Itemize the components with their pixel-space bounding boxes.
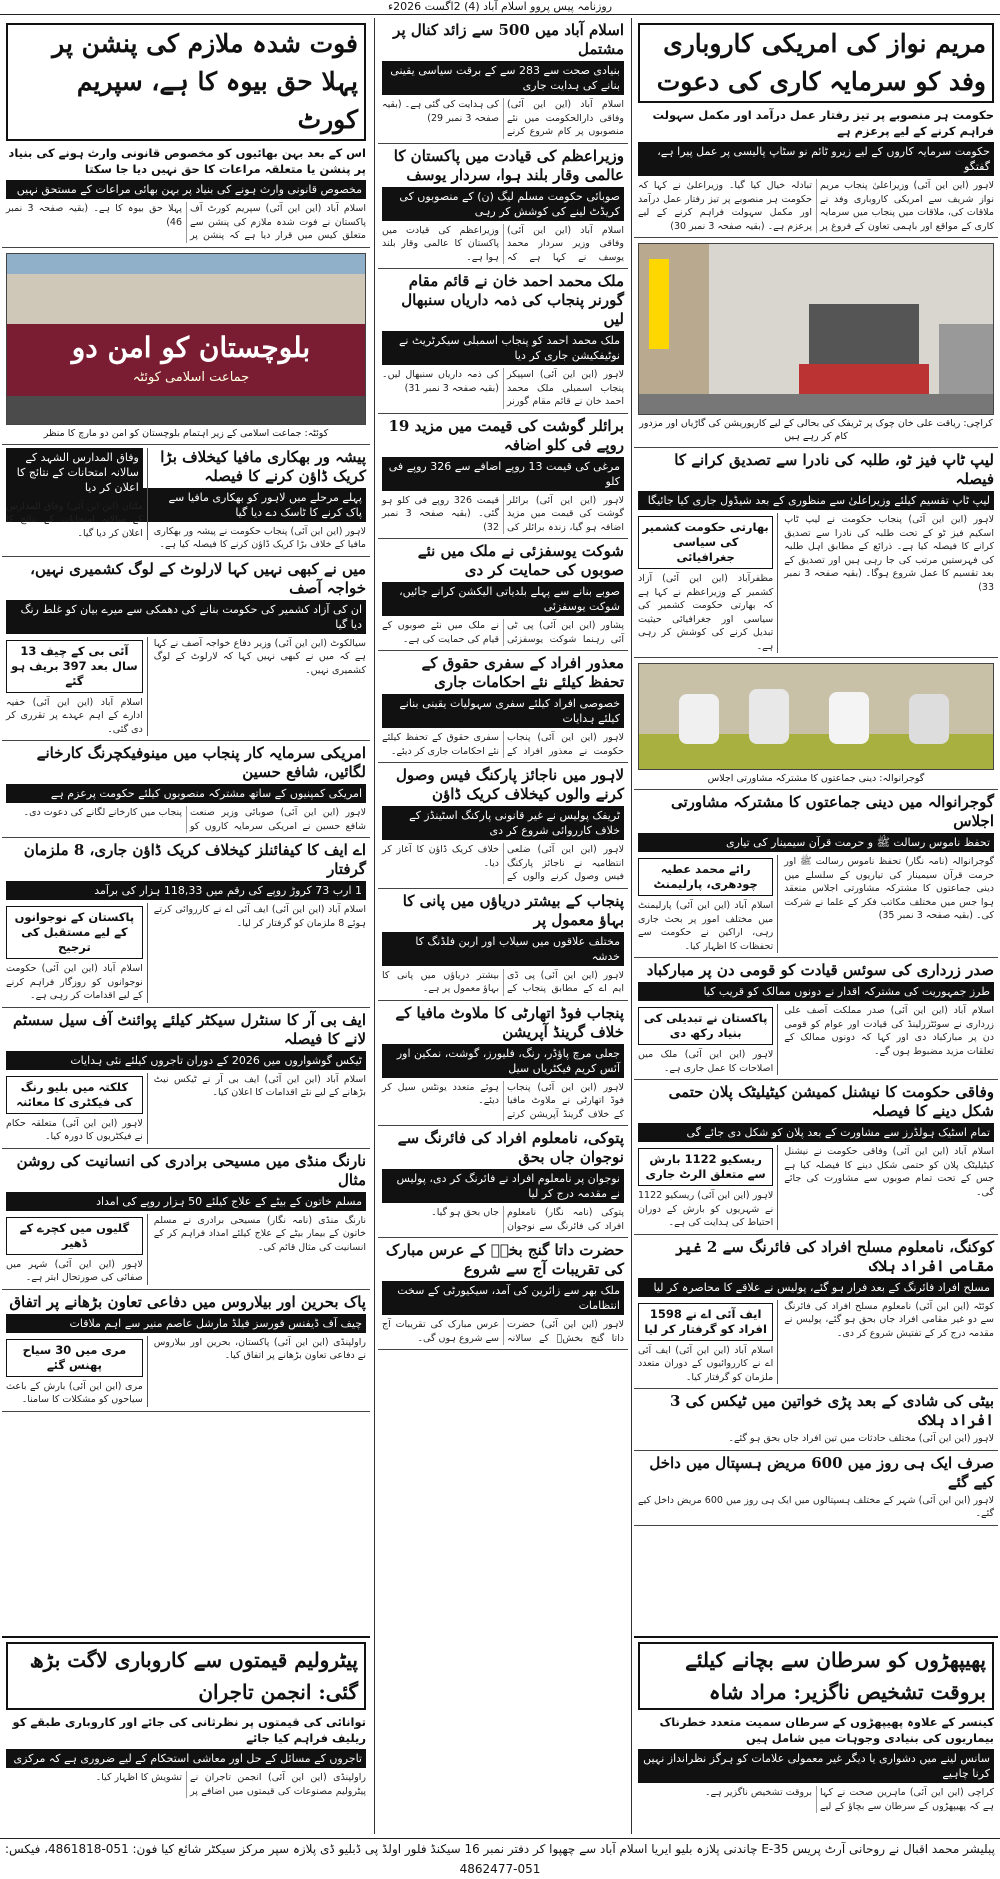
right-lead-deck: حکومت ہر منصوبے پر تیز رفتار عمل درآمد اور مکمل سہولت فراہم کرنے کے لیے پرعزم ہے xyxy=(652,108,994,138)
left-l3-side xyxy=(6,637,148,737)
left-l8-side xyxy=(6,1336,148,1407)
mid-m2-sub: صوبائی حکومت مسلم لیگ (ن) کے منصوبوں کی کریڈٹ لینے کی کوشش کر رہی xyxy=(382,187,624,221)
right-a6-side-body: اسلام آباد (این این آئی) ایف آئی اے نے کارروائیوں کے دوران متعدد ملزمان کو گرفتار کیا۔ xyxy=(638,1344,774,1383)
right-a8-headline[interactable]: صرف ایک ہی روز میں 600 مریض ہسپتال میں داخل کیے گئے xyxy=(649,1453,994,1491)
column-rule xyxy=(631,18,632,1834)
left-l4-body: لاہور (این این آئی) صوبائی وزیر صنعت شافع حسین نے امریکی سرمایہ کاروں کو پنجاب میں کارخانے لگانے کی دعوت دی۔ xyxy=(23,807,366,832)
mid-m4-headline[interactable]: برائلر گوشت کی قیمت میں مزید 19 روپے فی کلو اضافہ xyxy=(388,416,624,454)
right-a5-headline[interactable]: وفاقی حکومت کا نیشنل کمیشن کیٹیلیٹک پلان حتمی شکل دینے کا فیصلہ xyxy=(668,1083,994,1120)
bottom-left-body: راولپنڈی (این این آئی) انجمن تاجران نے پیٹرولیم مصنوعات کی قیمتوں میں اضافے پر تشویش کا اظہار کیا۔ xyxy=(95,1772,366,1797)
mid-m10 xyxy=(378,1126,628,1238)
right-a6-headline[interactable]: کوکنگ، نامعلوم مسلح افراد کی فائرنگ سے 2 غیر مقامی افراد ہلاک xyxy=(675,1237,994,1275)
right-a4-body: اسلام آباد (این این آئی) صدر مملکت آصف علی زرداری نے سوئٹزرلینڈ کی قیادت اور عوام کو قومی دن پر مبارکباد دی اور کہا کہ دونوں ممالک کے تعلقات مزید مضبوط ہوں گے۔ xyxy=(784,1005,994,1057)
middle-column xyxy=(378,18,628,1834)
mid-m2-body: اسلام آباد (این این آئی) وفاقی وزیر سردار محمد یوسف نے کہا ہے کہ وزیراعظم کی قیادت میں پاکستان کا عالمی وقار بلند ہوا ہے۔ xyxy=(382,224,624,263)
right-photo1-block xyxy=(634,238,998,448)
bottom-left-headline[interactable]: پیٹرولیم قیمتوں سے کاروباری لاگت بڑھ گئی: انجمن تاجران xyxy=(6,1642,366,1710)
mid-m8-body: لاہور (این این آئی) پی ڈی ایم اے کے مطابق پنجاب کے بیشتر دریاؤں میں پانی کا بہاؤ معمول پر ہے۔ xyxy=(382,969,624,994)
right-a4 xyxy=(634,958,998,1080)
left-l7-body: نارنگ منڈی (نامہ نگار) مسیحی برادری نے مسلم خاتون کے بیمار بیٹے کے علاج کیلئے امداد فراہم کر کے انسانیت کی مثال قائم کی۔ xyxy=(153,1214,366,1253)
banner-org: جماعت اسلامی کوئٹہ xyxy=(132,369,250,385)
left-l4-sub: امریکی کمپنیوں کے ساتھ مشترکہ منصوبوں کیلئے حکومت پرعزم ہے xyxy=(6,784,366,803)
left-l8-headline[interactable]: پاک بحرین اور بیلاروس میں دفاعی تعاون بڑھانے پر اتفاق xyxy=(9,1292,366,1311)
left-lead-body: اسلام آباد (این این آئی) سپریم کورٹ آف پاکستان نے فوت شدہ ملازم کی پنشن سے متعلق کیس میں قرار دیا ہے کہ پنشن پر پہلا حق بیوہ کا ہے۔ (بقیہ صفحہ 3 نمبر 46) xyxy=(6,203,366,241)
footer-imprint: پبلیشر محمد اقبال نے روحانی آرٹ پریس E-35 چاندنی پلازہ بلیو ایریا اسلام آباد سے چھپوا کر دفتر نمبر 16 سیکنڈ فلور اولڈ پی ڈبلیو ڈی پلازہ سپر مرکز سیکٹر شائع کیا فون: 051-4861818، فیکس: 051-4862477 xyxy=(0,1838,1000,1859)
mid-m3-body: لاہور (این این آئی) اسپیکر پنجاب اسمبلی ملک محمد احمد خان نے قائم مقام گورنر کی ذمہ داریاں سنبھال لیں۔ (بقیہ صفحہ 3 نمبر 31) xyxy=(382,369,624,407)
left-l2 xyxy=(2,445,370,557)
mid-m3-sub: ملک محمد احمد کو پنجاب اسمبلی سیکرٹریٹ نے نوٹیفکیشن جاری کر دیا xyxy=(382,331,624,365)
right-photo1-caption: کراچی: ریاقت علی خان چوک پر ٹریفک کی بحالی کے لیے کارپوریشن کی گاڑیاں اور مزدور کام کر رہے ہیں xyxy=(639,418,993,442)
left-l7-sub: مسلم خاتون کے بیٹے کے علاج کیلئے 50 ہزار روپے کی امداد xyxy=(6,1192,366,1211)
left-l8-sub: چیف آف ڈیفنس فورسز فیلڈ مارشل عاصم منیر سے اہم ملاقات xyxy=(6,1314,366,1333)
mid-m9-body: لاہور (این این آئی) پنجاب فوڈ اتھارٹی نے ملاوٹ مافیا کے خلاف گرینڈ آپریشن کرتے ہوئے متعدد یونٹس سیل کر دیئے۔ xyxy=(382,1081,624,1120)
right-a3-side-body: اسلام آباد (این این آئی) پارلیمنٹ میں مختلف امور پر بحث جاری رہی، اراکین نے حکومت سے تحفظات کا اظہار کیا۔ xyxy=(638,900,774,952)
left-l6-body: اسلام آباد (این این آئی) ایف بی آر نے ٹیکس نیٹ بڑھانے کے لیے نئے اقدامات کا اعلان کیا۔ xyxy=(153,1073,366,1098)
right-a5-sub: تمام اسٹیک ہولڈرز سے مشاورت کے بعد پلان کو شکل دی جائے گی xyxy=(638,1123,994,1142)
mid-m5-body: پشاور (این این آئی) پی ٹی آئی رہنما شوکت یوسفزئی نے ملک میں نئے صوبوں کے قیام کی حمایت کی ہے۔ xyxy=(382,620,624,645)
right-a2-body: لاہور (این این آئی) پنجاب حکومت نے لیپ ٹاپ اسکیم فیز ٹو کے تحت طلبہ کی نادرا سے تصدیق کرانے کا فیصلہ کیا ہے۔ ذرائع کے مطابق اہل طلبہ کی فہرستیں مرتب کی جا رہی ہیں اور تصدیق کے بعد تقسیم کا عمل شروع ہوگا۔ (بقیہ صفحہ 3 نمبر 33) xyxy=(784,514,995,593)
left-l5 xyxy=(2,838,370,1008)
mid-m10-sub: نوجوان پر نامعلوم افراد نے فائرنگ کر دی، پولیس نے مقدمہ درج کر لیا xyxy=(382,1169,624,1203)
right-a3-side xyxy=(638,855,778,953)
banner-text: بلوچستان کو امن دو xyxy=(71,330,311,364)
left-l3-side-body: اسلام آباد (این این آئی) خفیہ ادارے کے اہم عہدے پر تقرری کر دی گئی۔ xyxy=(6,696,143,735)
mid-m9-headline[interactable]: پنجاب فوڈ اتھارٹی کا ملاوٹ مافیا کے خلاف گرینڈ آپریشن xyxy=(395,1003,624,1041)
mid-m6-sub: خصوصی افراد کیلئے سفری سہولیات یقینی بنانے کیلئے ہدایات xyxy=(382,694,624,728)
left-lead-article xyxy=(2,18,370,248)
right-a6-sub: مسلح افراد فائرنگ کے بعد فرار ہو گئے، پولیس نے علاقے کا محاصرہ کر لیا xyxy=(638,1278,994,1297)
left-lead-headline[interactable]: فوت شدہ ملازم کی پنشن پر پہلا حق بیوہ کا ہے، سپریم کورٹ xyxy=(6,23,366,141)
rally-photo xyxy=(6,253,366,425)
left-photo-caption: کوئٹہ: جماعت اسلامی کے زیر اہتمام بلوچستان کو امن دو مارچ کا منظر xyxy=(43,427,329,439)
mid-m3-headline[interactable]: ملک محمد احمد خان نے قائم مقام گورنر پنجاب کی ذمہ داریاں سنبھال لیں xyxy=(401,272,624,328)
left-l6-side xyxy=(6,1073,148,1144)
right-lead-article xyxy=(634,18,998,238)
left-l2-side xyxy=(6,448,148,541)
left-l2-sub: پہلے مرحلے میں لاہور کو بھکاری مافیا سے پاک کرنے کا ٹاسک دے دیا گیا xyxy=(6,488,366,522)
right-a5-side-body: لاہور (این این آئی) ریسکیو 1122 نے شہریوں کو بارش کے دوران احتیاط کی ہدایت کی ہے۔ xyxy=(638,1190,774,1228)
right-a2-sub: لیپ ٹاپ تقسیم کیلئے وزیراعلیٰ سے منظوری کے بعد شیڈول جاری کیا جائیگا xyxy=(638,491,994,510)
right-a2-side-headline[interactable]: بھارتی حکومت کشمیر کی سیاسی جغرافیائی xyxy=(642,520,769,564)
mid-top-sub: بنیادی صحت سے 283 سے کے برقت سیاسی یقینی بنانے کی ہدایت جاری xyxy=(382,61,624,95)
left-l7-side-body: لاہور (این این آئی) شہر میں صفائی کی صورتحال ابتر ہے۔ xyxy=(6,1258,143,1283)
mid-m7 xyxy=(378,763,628,889)
right-a3 xyxy=(634,790,998,958)
mid-m11-body: لاہور (این این آئی) حضرت داتا گنج بخشؒ کے سالانہ عرس مبارک کی تقریبات آج سے شروع ہوں گی۔ xyxy=(382,1319,624,1344)
right-lead-sub: حکومت سرمایہ کاروں کے لیے زیرو ٹائم نو سٹاپ پالیسی پر عمل پیرا ہے، گفتگو xyxy=(638,142,994,176)
mid-m4 xyxy=(378,414,628,540)
bottom-right-sub: سانس لینے میں دشواری یا دیگر غیر معمولی علامات کو ہرگز نظرانداز نہیں کرنا چاہیے xyxy=(638,1749,994,1783)
right-a3-body: گوجرانوالہ (نامہ نگار) تحفظ ناموس رسالت ﷺ اور حرمت قرآن سیمینار کی تیاریوں کے سلسلے میں دینی جماعتوں کا مشترکہ مشاورتی اجلاس منعقد ہوا جس میں مختلف مکاتب فکر کے علما نے شرکت کی۔ (بقیہ صفحہ 3 نمبر 35) xyxy=(784,856,994,921)
left-l5-body: اسلام آباد (این این آئی) ایف آئی اے نے کارروائی کرتے ہوئے 8 ملزمان کو گرفتار کر لیا۔ xyxy=(153,904,366,929)
right-photo2-block xyxy=(634,658,998,790)
bottom-left-sub: تاجروں کے مسائل کے حل اور معاشی استحکام کے لیے ضروری ہے کہ مرکزی xyxy=(6,1749,366,1768)
right-a7-headline[interactable]: بیٹی کی شادی کے بعد پڑی خواتین میں ٹیکس کی 3 افراد ہلاک xyxy=(669,1392,994,1429)
right-a4-side-headline[interactable]: پاکستان نے تبدیلی کی بنیاد رکھ دی xyxy=(643,1011,768,1040)
right-a4-side-body: لاہور (این این آئی) ملک میں اصلاحات کا عمل جاری ہے۔ xyxy=(638,1049,774,1074)
left-l6-sub: ٹیکس گوشواروں میں 2026 کے دوران تاجروں کیلئے نئی ہدایات xyxy=(6,1051,366,1070)
left-photo-block xyxy=(2,248,370,445)
left-l8-side-headline[interactable]: مری میں 30 سیاح پھنس گئے xyxy=(22,1342,127,1372)
mid-m6-headline[interactable]: معذور افراد کے سفری حقوق کے تحفظ کیلئے نئے احکامات جاری xyxy=(421,654,624,691)
left-l5-side xyxy=(6,903,148,1003)
left-l5-headline[interactable]: اے ایف کا کیفائنلز کیخلاف کریک ڈاؤن جاری، 8 ملزمان گرفتار xyxy=(23,841,366,878)
left-lead-deck: اس کے بعد بہن بھائیوں کو مخصوص قانونی وارث ہونے کی بنیاد پر پنشن یا متعلقہ مراعات کا حق نہیں دیا جا سکتا xyxy=(8,146,366,176)
bottom-right-body: کراچی (این این آئی) ماہرین صحت نے کہا ہے کہ پھیپھڑوں کے سرطان سے بچاؤ کے لیے بروقت تشخیص ناگزیر ہے۔ xyxy=(704,1787,994,1812)
right-a3-headline[interactable]: گوجرانوالہ میں دینی جماعتوں کا مشترکہ مشاورتی اجلاس xyxy=(670,793,994,830)
right-a7-body: لاہور (این این آئی) مختلف حادثات میں تین افراد جاں بحق ہو گئے۔ xyxy=(728,1433,994,1444)
left-l4 xyxy=(2,741,370,838)
right-a4-side xyxy=(638,1004,778,1075)
right-a8-body: لاہور (این این آئی) شہر کے مختلف ہسپتالوں میں ایک ہی روز میں 600 مریض داخل کیے گئے۔ xyxy=(638,1494,994,1519)
street-photo xyxy=(638,243,994,415)
left-column xyxy=(2,18,370,1834)
left-l2-headline[interactable]: پیشہ ور بھکاری مافیا کیخلاف بڑا کریک ڈاؤن کرنے کا فیصلہ xyxy=(160,447,366,485)
left-l6-headline[interactable]: ایف بی آر کا سنٹرل سیکٹر کیلئے پوائنٹ آف سیل سسٹم لانے کا فیصلہ xyxy=(13,1010,366,1048)
left-l5-sub: 1 ارب 73 کروڑ روپے کی رقم میں 118,33 ہزار کی برآمد xyxy=(6,881,366,900)
right-a3-sub: تحفظ ناموس رسالت ﷺ و حرمت قرآن سیمینار کی تیاری xyxy=(638,833,994,852)
bottom-left-article xyxy=(2,1636,370,1834)
left-l3-side-headline[interactable]: آئی بی کے چیف 13 سال بعد 397 بریف ہو گئے xyxy=(11,643,138,688)
mid-m10-body: پتوکی (نامہ نگار) نامعلوم افراد کی فائرنگ سے نوجوان جاں بحق ہو گیا۔ xyxy=(431,1207,624,1232)
mid-top-body: اسلام آباد (این این آئی) وفاقی دارالحکومت میں نئے منصوبوں پر کام شروع کرنے کی ہدایت کی گئی ہے۔ (بقیہ صفحہ 3 نمبر 29) xyxy=(382,99,624,137)
masthead-dateline: روزنامہ پیس پروو اسلام آباد (4) 2اگست 2026ء xyxy=(0,0,1000,15)
left-l5-side-body: اسلام آباد (این این آئی) حکومت نوجوانوں کو روزگار فراہم کرنے کے لیے اقدامات کر رہی ہے۔ xyxy=(6,963,143,1001)
mid-m11 xyxy=(378,1238,628,1350)
mid-m11-sub: ملک بھر سے زائرین کی آمد، سیکیورٹی کے سخت انتظامات xyxy=(382,1281,624,1315)
mid-m7-sub: ٹریفک پولیس نے غیر قانونی پارکنگ اسٹینڈز کے خلاف کارروائی شروع کر دی xyxy=(382,806,624,840)
left-l3 xyxy=(2,557,370,742)
column-rule xyxy=(374,18,375,1834)
left-l3-body: سیالکوٹ (این این آئی) وزیر دفاع خواجہ آصف نے کہا ہے کہ میں نے کبھی نہیں کہا کہ لارلوٹ کے لوگ کشمیری نہیں۔ xyxy=(153,637,366,676)
right-a2 xyxy=(634,448,998,658)
mid-m5-headline[interactable]: شوکت یوسفزئی نے ملک میں نئے صوبوں کی حمایت کر دی xyxy=(417,542,624,579)
left-l6-side-body: لاہور (این این آئی) متعلقہ حکام نے فیکٹریوں کا دورہ کیا۔ xyxy=(6,1117,143,1142)
left-l8 xyxy=(2,1290,370,1412)
mid-m8 xyxy=(378,889,628,1001)
right-a7 xyxy=(634,1389,998,1451)
left-l8-side-body: مری (این این آئی) بارش کے باعث سیاحوں کو مشکلات کا سامنا۔ xyxy=(6,1380,143,1405)
mid-m5 xyxy=(378,539,628,651)
right-a6-side xyxy=(638,1300,778,1385)
mid-m4-sub: مرغی کی قیمت 13 روپے اضافے سے 326 روپے فی کلو xyxy=(382,457,624,491)
mid-top xyxy=(378,18,628,144)
right-a5-side xyxy=(638,1145,778,1230)
right-a3-side-headline[interactable]: رائے محمد عطیہ چودھری، پارلیمنٹ xyxy=(653,862,758,891)
mid-m8-headline[interactable]: پنجاب کے بیشتر دریاؤں میں پانی کا بہاؤ معمول پر xyxy=(402,891,624,929)
right-a4-sub: طرز جمہوریت کی مشترکہ اقدار نے دونوں ممالک کو قریب کیا xyxy=(638,982,994,1001)
left-l7 xyxy=(2,1149,370,1290)
mid-m3 xyxy=(378,269,628,414)
right-a8 xyxy=(634,1451,998,1526)
left-l2-side-headline[interactable]: وفاق المدارس الشہد کے سالانہ امتحانات کے نتائج کا اعلان کر دیا xyxy=(6,448,143,497)
mid-m4-body: لاہور (این این آئی) برائلر گوشت کی قیمت میں مزید اضافہ ہو گیا، زندہ برائلر کی قیمت 326 روپے فی کلو ہو گئی۔ (بقیہ صفحہ 3 نمبر 32) xyxy=(382,494,624,533)
bottom-right-article xyxy=(634,1636,998,1834)
left-l6-side-headline[interactable]: کلکتہ میں بلیو رنگ کی فیکٹری کا معائنہ xyxy=(16,1079,133,1109)
left-l3-headline[interactable]: میں نے کبھی نہیں کہا لارلوٹ کے لوگ کشمیری نہیں، خواجہ آصف xyxy=(30,559,366,597)
left-l2-side-body: ملتان (این این آئی) وفاق المدارس کے سالانہ امتحانات کے نتائج کا اعلان کر دیا گیا۔ xyxy=(6,500,143,539)
mid-m9-sub: جعلی مرچ پاؤڈر، رنگ، فلیورز، گوشت، نمکین اور آئس کریم فیکٹریاں سیل xyxy=(382,1044,624,1078)
mid-m2 xyxy=(378,144,628,270)
mid-m7-body: لاہور (این این آئی) ضلعی انتظامیہ نے ناجائز پارکنگ فیس وصول کرنے والوں کے خلاف کریک ڈاؤن کا آغاز کر دیا۔ xyxy=(382,844,624,882)
right-lead-body: لاہور (این این آئی) وزیراعلیٰ پنجاب مریم نواز شریف سے امریکی کاروباری وفد نے ملاقات کی، ملاقات میں پنجاب میں سرمایہ کاری کے مواقع اور باہمی تعاون کے فروغ پر تبادلہ خیال کیا گیا۔ وزیراعلیٰ نے کہا کہ حکومت ہر منصوبے پر تیز رفتار عمل درآمد اور مکمل سہولت فراہم کرنے کے لیے پرعزم ہے۔ (بقیہ صفحہ 3 نمبر 30) xyxy=(638,180,994,232)
right-a4-headline[interactable]: صدر زرداری کی سوئس قیادت کو قومی دن پر مبارکباد xyxy=(646,961,994,979)
right-column xyxy=(634,18,998,1834)
left-l2-body: لاہور (این این آئی) پنجاب حکومت نے پیشہ ور بھکاری مافیا کے خلاف بڑا کریک ڈاؤن کرنے کا فیصلہ کیا ہے۔ xyxy=(153,525,366,550)
right-a2-side xyxy=(638,513,778,653)
left-l7-side xyxy=(6,1214,148,1285)
left-l4-headline[interactable]: امریکی سرمایہ کار پنجاب میں مینوفیکچرنگ کارخانے لگائیں، شافع حسین xyxy=(36,744,366,781)
mid-m10-headline[interactable]: پتوکی، نامعلوم افراد کی فائرنگ سے نوجوان جاں بحق xyxy=(397,1129,624,1166)
mid-top-headline[interactable]: اسلام آباد میں 500 سے زائد کنال پر مشتمل xyxy=(393,21,624,58)
mid-m11-headline[interactable]: حضرت داتا گنج بخشؒ کے عرس مبارک کی تقریبات آج سے شروع xyxy=(385,1241,624,1278)
right-a5-body: اسلام آباد (این این آئی) وفاقی حکومت نے نیشنل کیٹیلیٹک پلان کو حتمی شکل دینے کا فیصلہ کیا ہے جس کے تحت تمام صوبوں سے مشاورت کی جائے گی۔ xyxy=(784,1146,994,1198)
mid-m7-headline[interactable]: لاہور میں ناجائز پارکنگ فیس وصول کرنے والوں کیخلاف کریک ڈاؤن xyxy=(396,766,624,803)
right-photo2-caption: گوجرانوالہ: دینی جماعتوں کا مشترکہ مشاورتی اجلاس xyxy=(707,773,925,784)
right-a6-side-headline[interactable]: ایف آئی اے نے 1598 افراد کو گرفتار کر لیا xyxy=(644,1306,767,1336)
left-l7-headline[interactable]: نارنگ منڈی میں مسیحی برادری کی انسانیت کی روشن مثال xyxy=(16,1151,366,1189)
meeting-photo xyxy=(638,663,994,770)
bottom-right-headline[interactable]: پھیپھڑوں کو سرطان سے بچانے کیلئے بروقت تشخیص ناگزیر: مراد شاہ xyxy=(638,1642,994,1710)
right-a2-side-body: مظفرآباد (این این آئی) آزاد کشمیر کے وزیراعظم نے کہا ہے کہ بھارتی حکومت کشمیر کی سیاسی اور جغرافیائی حیثیت تبدیل کرنے کی کوشش کر رہی ہے۔ xyxy=(638,573,774,652)
left-lead-sub: مخصوص قانونی وارث ہونے کی بنیاد پر بہن بھائی مراعات کے مستحق نہیں xyxy=(6,180,366,199)
mid-m6-body: لاہور (این این آئی) پنجاب حکومت نے معذور افراد کے سفری حقوق کے تحفظ کیلئے نئے احکامات جاری کر دیئے۔ xyxy=(382,732,624,757)
right-a5-side-headline[interactable]: ریسکیو 1122 بارش سے متعلق الرٹ جاری xyxy=(645,1152,766,1181)
left-l7-side-headline[interactable]: گلیوں میں کچرے کے ڈھیر xyxy=(19,1220,130,1250)
mid-m5-sub: صوبے بنانے سے پہلے بلدیاتی الیکشن کرانے جائیں، شوکت یوسفزئی xyxy=(382,582,624,616)
mid-m8-sub: مختلف علاقوں میں سیلاب اور اربن فلڈنگ کا خدشہ xyxy=(382,932,624,966)
mid-m6 xyxy=(378,651,628,763)
left-l8-body: راولپنڈی (این این آئی) پاکستان، بحرین اور بیلاروس نے دفاعی تعاون بڑھانے پر اتفاق کیا۔ xyxy=(153,1336,366,1361)
right-a6 xyxy=(634,1235,998,1390)
left-l5-side-headline[interactable]: پاکستان کے نوجوانوں کے لیے مستقبل کی ترجیح xyxy=(14,910,135,954)
left-l3-sub: ان کی آزاد کشمیر کی حکومت بنانے کی دھمکی سے میرے بیان کو غلط رنگ دیا گیا xyxy=(6,600,366,634)
right-lead-headline[interactable]: مریم نواز کی امریکی کاروباری وفد کو سرمایہ کاری کی دعوت xyxy=(638,23,994,103)
bottom-right-deck: کینسر کے علاوہ پھیپھڑوں کے سرطان سمیت متعدد خطرناک بیماریوں کی بنیادی وجوہات میں شامل ہیں xyxy=(659,1715,994,1745)
right-a2-headline[interactable]: لیپ ٹاپ فیز ٹو، طلبہ کی نادرا سے تصدیق کرانے کا فیصلہ xyxy=(674,451,994,488)
right-a5 xyxy=(634,1080,998,1235)
right-a6-body: کوئٹہ (این این آئی) نامعلوم مسلح افراد کی فائرنگ سے دو غیر مقامی افراد جاں بحق ہو گئے، پولیس نے مقدمہ درج کر کے تفتیش شروع کر دی۔ xyxy=(784,1300,994,1339)
mid-m2-headline[interactable]: وزیراعظم کی قیادت میں پاکستان کا عالمی وقار بلند ہوا، سردار یوسف xyxy=(393,146,624,184)
left-l6 xyxy=(2,1008,370,1149)
mid-m9 xyxy=(378,1001,628,1127)
bottom-left-deck: توانائی کی قیمتوں پر نظرثانی کی جائے اور کاروباری طبقے کو ریلیف فراہم کیا جائے xyxy=(12,1715,366,1745)
